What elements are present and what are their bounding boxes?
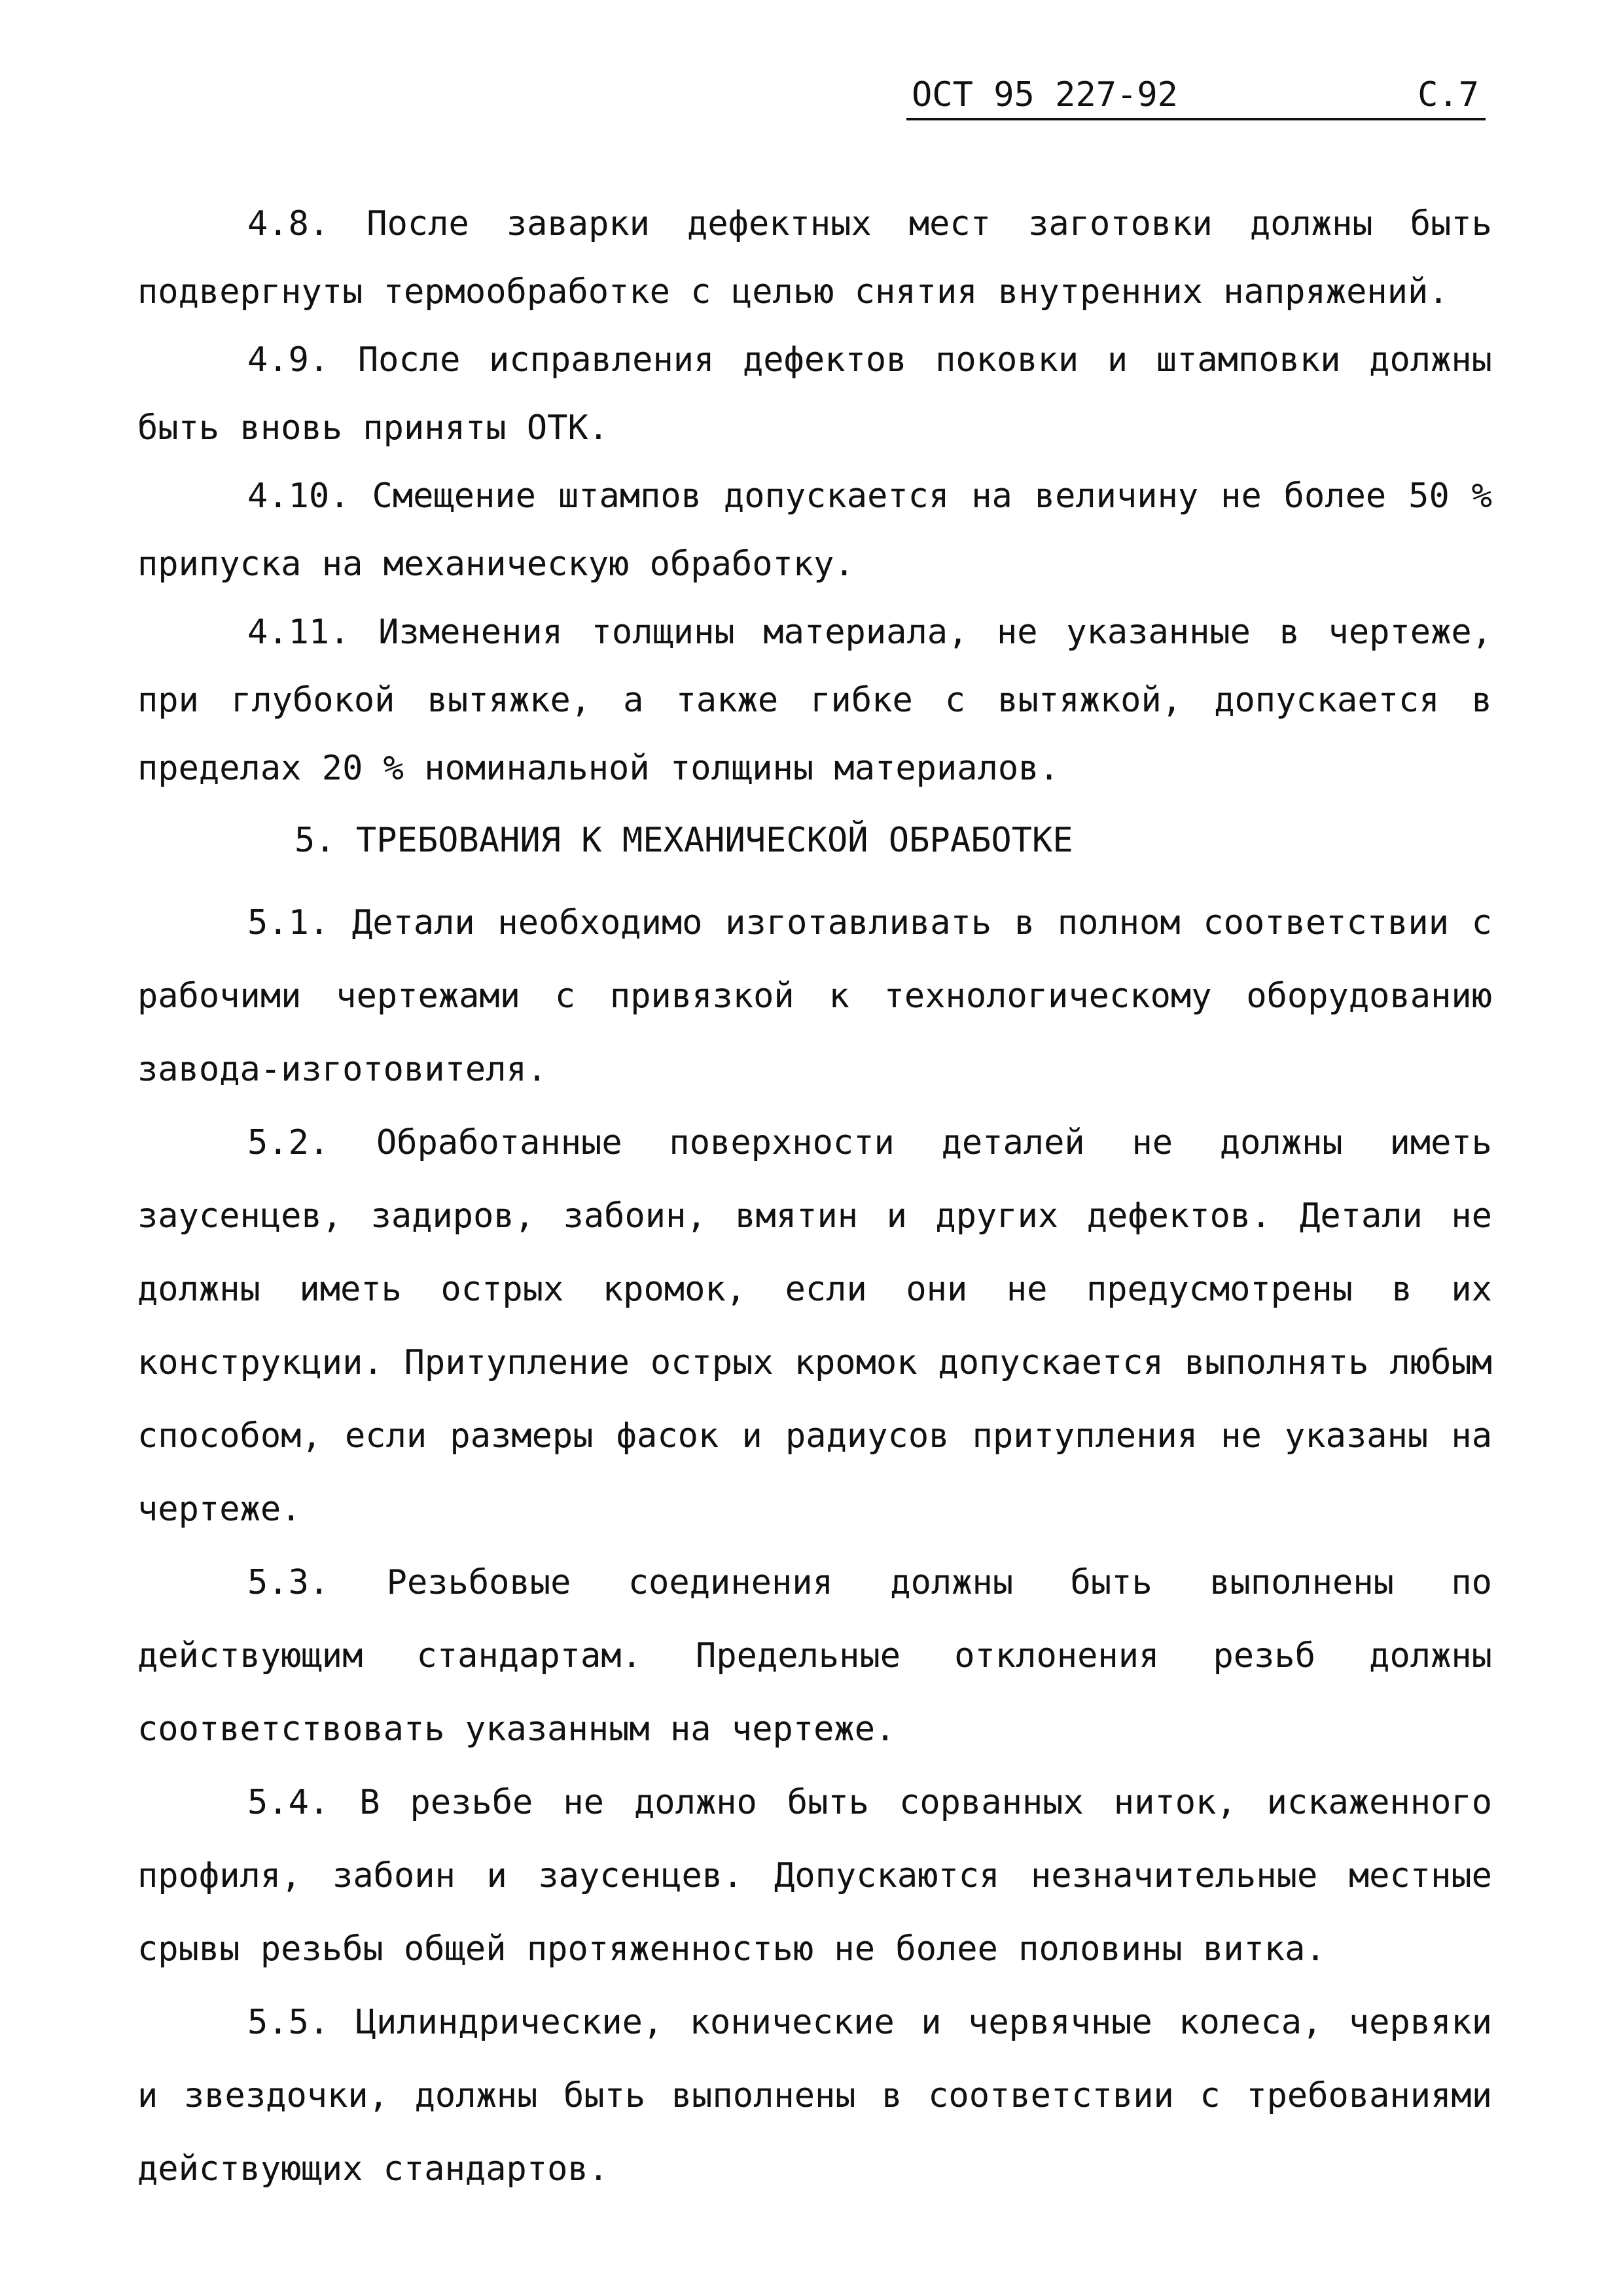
document-body <box>137 190 1492 2206</box>
paragraph-5-4: 5.4. В резьбе не должно быть сорванных ниток, искаженного профиля, забоин и заусенцев. Допускаются незначительные местные срывы резьбы общей протяженностью не более половины витка. <box>137 1783 1492 1969</box>
paragraph-4-9: 4.9. После исправления дефектов поковки и штамповки должны быть вновь приняты ОТК. <box>137 340 1492 448</box>
section-5-heading: 5. ТРЕБОВАНИЯ К МЕХАНИЧЕСКОЙ ОБРАБОТКЕ <box>294 821 1073 860</box>
page-number: С.7 <box>1418 75 1479 115</box>
paragraph-5-5: 5.5. Цилиндрические, конические и червячные колеса, червяки и звездочки, должны быть выполнены в соответствии с требованиями действующих стандартов. <box>137 2003 1492 2189</box>
page-header <box>906 72 1486 120</box>
document-code: ОСТ 95 227-92 <box>912 75 1178 115</box>
paragraph-5-2: 5.2. Обработанные поверхности деталей не должны иметь заусенцев, задиров, забоин, вмятин и других дефектов. Детали не должны иметь острых кромок, если они не предусмотрены в их конструкции. Притупление острых кромок допускается выполнять любым способом, если размеры фасок и радиусов притупления не указаны на чертеже. <box>137 1123 1492 1529</box>
paragraph-5-3: 5.3. Резьбовые соединения должны быть выполнены по действующим стандартам. Предельные отклонения резьб должны соответствовать указанным на чертеже. <box>137 1563 1492 1749</box>
paragraph-4-11: 4.11. Изменения толщины материала, не указанные в чертеже, при глубокой вытяжке, а также гибке с вытяжкой, допускается в пределах 20 % номинальной толщины материалов. <box>137 613 1492 788</box>
paragraph-4-10: 4.10. Смещение штампов допускается на величину не более 50 % припуска на механическую обработку. <box>137 476 1492 584</box>
paragraph-4-8: 4.8. После заварки дефектных мест заготовки должны быть подвергнуты термообработке с целью снятия внутренних напряжений. <box>137 204 1492 312</box>
paragraph-5-1: 5.1. Детали необходимо изготавливать в полном соответствии с рабочими чертежами с привязкой к технологическому оборудованию завода-изготовителя. <box>137 903 1492 1089</box>
section-5-body <box>137 886 1492 2206</box>
